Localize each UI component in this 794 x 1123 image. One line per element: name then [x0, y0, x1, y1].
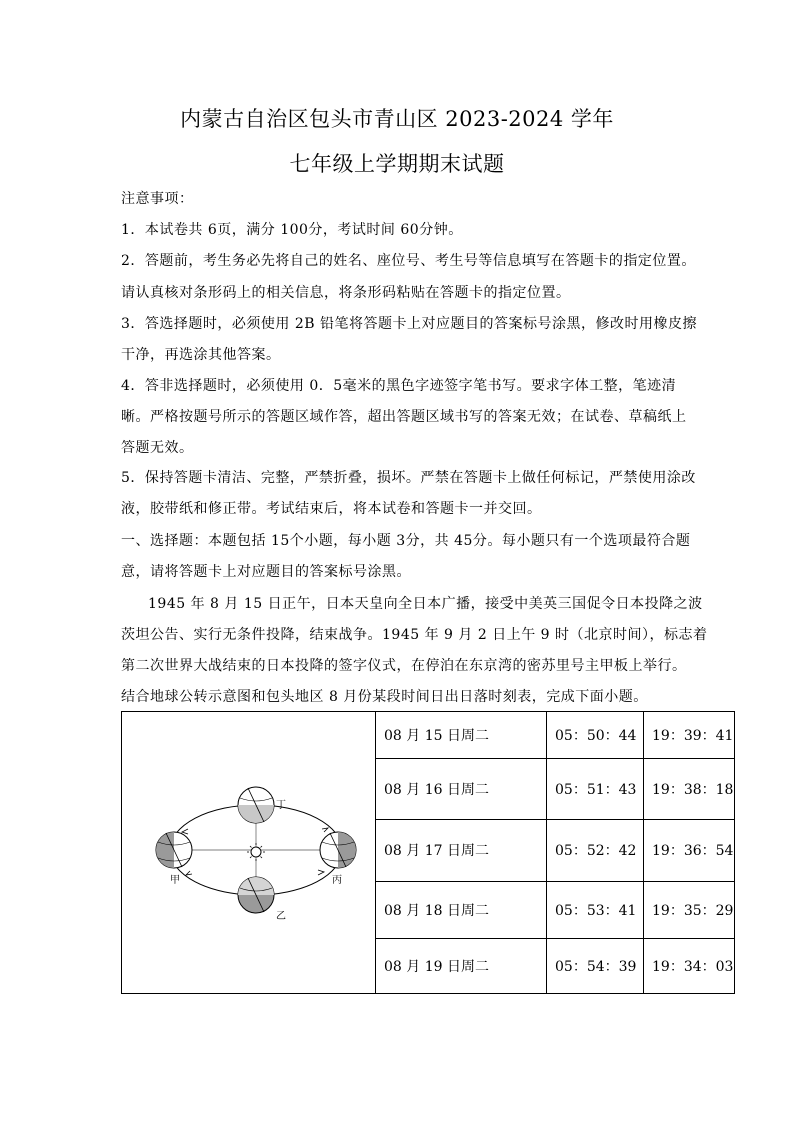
orbit-figure-cell [122, 712, 376, 994]
notice-line: 请认真核对条形码上的相关信息，将条形码粘贴在答题卡的指定位置。 [121, 285, 571, 301]
label-yi: 乙 [276, 911, 286, 922]
label-ding: 丁 [276, 800, 286, 811]
passage-line: 结合地球公转示意图和包头地区 8 月份某段时间日出日落时刻表，完成下面小题。 [121, 689, 648, 705]
table-cell-sunset: 19：36：54 [644, 820, 735, 881]
table-cell-sunrise: 05：50：44 [547, 712, 644, 759]
notice-heading: 注意事项： [121, 191, 194, 207]
notice-line: 5．保持答题卡清洁、完整，严禁折叠，损坏。严禁在答题卡上做任何标记，严禁使用涂改 [121, 470, 696, 486]
notice-line: 晰。严格按题号所示的答题区域作答，超出答题区域书写的答案无效；在试卷、草稿纸上 [121, 409, 687, 425]
passage-line: 1945 年 8 月 15 日正午，日本天皇向全日本广播，接受中美英三国促令日本投降之波 [148, 596, 703, 612]
exam-title-line2: 七年级上学期期末试题 [289, 152, 505, 176]
orbit-arrow-icon [322, 828, 328, 832]
table-cell-sunrise: 05：52：42 [547, 820, 644, 881]
notice-line: 1．本试卷共 6页，满分 100分，考试时间 60分钟。 [121, 222, 463, 238]
table-cell-date: 08 月 17 日周二 [376, 820, 547, 881]
table-cell-sunset: 19：34：03 [644, 938, 735, 993]
table-cell-sunset: 19：35：29 [644, 881, 735, 938]
table-cell-sunset: 19：38：18 [644, 759, 735, 820]
table-cell-sunrise: 05：53：41 [547, 881, 644, 938]
section-heading: 意，请将答题卡上对应题目的答案标号涂黑。 [121, 564, 411, 580]
earth-position-yi [238, 877, 274, 913]
table-cell-date: 08 月 19 日周二 [376, 938, 547, 993]
table-cell-sunrise: 05：51：43 [547, 759, 644, 820]
earth-position-jia [156, 832, 192, 868]
table-cell-sunrise: 05：54：39 [547, 938, 644, 993]
notice-line: 2．答题前，考生务必先将自己的姓名、座位号、考生号等信息填写在答题卡的指定位置。 [121, 253, 696, 269]
orbit-arrow-icon [182, 829, 188, 834]
orbit-arrow-icon [318, 870, 324, 875]
notice-line: 3．答选择题时，必须使用 2B 铅笔将答题卡上对应题目的答案标号涂黑，修改时用橡皮擦 [121, 316, 698, 332]
table-cell-date: 08 月 16 日周二 [376, 759, 547, 820]
table-cell-date: 08 月 18 日周二 [376, 881, 547, 938]
earth-position-bing [320, 832, 356, 868]
sunrise-sunset-table [121, 711, 735, 994]
notice-line: 液，胶带纸和修正带。考试结束后，将本试卷和答题卡一并交回。 [121, 501, 542, 517]
orbit-arrow-icon [186, 871, 192, 875]
notice-line: 4．答非选择题时，必须使用 0．5毫米的黑色字迹签字笔书写。要求字体工整，笔迹清 [121, 378, 677, 394]
notice-line: 答题无效。 [121, 440, 194, 456]
exam-title-line1: 内蒙古自治区包头市青山区 2023-2024 学年 [180, 107, 614, 131]
notice-line: 干净，再选涂其他答案。 [121, 347, 281, 363]
label-bing: 丙 [332, 875, 342, 886]
table-cell-date: 08 月 15 日周二 [376, 712, 547, 759]
passage-line: 第二次世界大战结束的日本投降的签字仪式，在停泊在东京湾的密苏里号主甲板上举行。 [121, 658, 687, 674]
section-heading: 一、选择题：本题包括 15个小题，每小题 3分，共 45分。每小题只有一个选项最符合题 [121, 533, 691, 549]
passage-line: 茨坦公告、实行无条件投降，结束战争。1945 年 9 月 2 日上午 9 时（北京时间），标志着 [121, 627, 708, 643]
label-jia: 甲 [170, 875, 180, 886]
table-cell-sunset: 19：39：41 [644, 712, 735, 759]
earth-revolution-diagram [130, 712, 384, 993]
earth-position-ding [238, 787, 274, 823]
